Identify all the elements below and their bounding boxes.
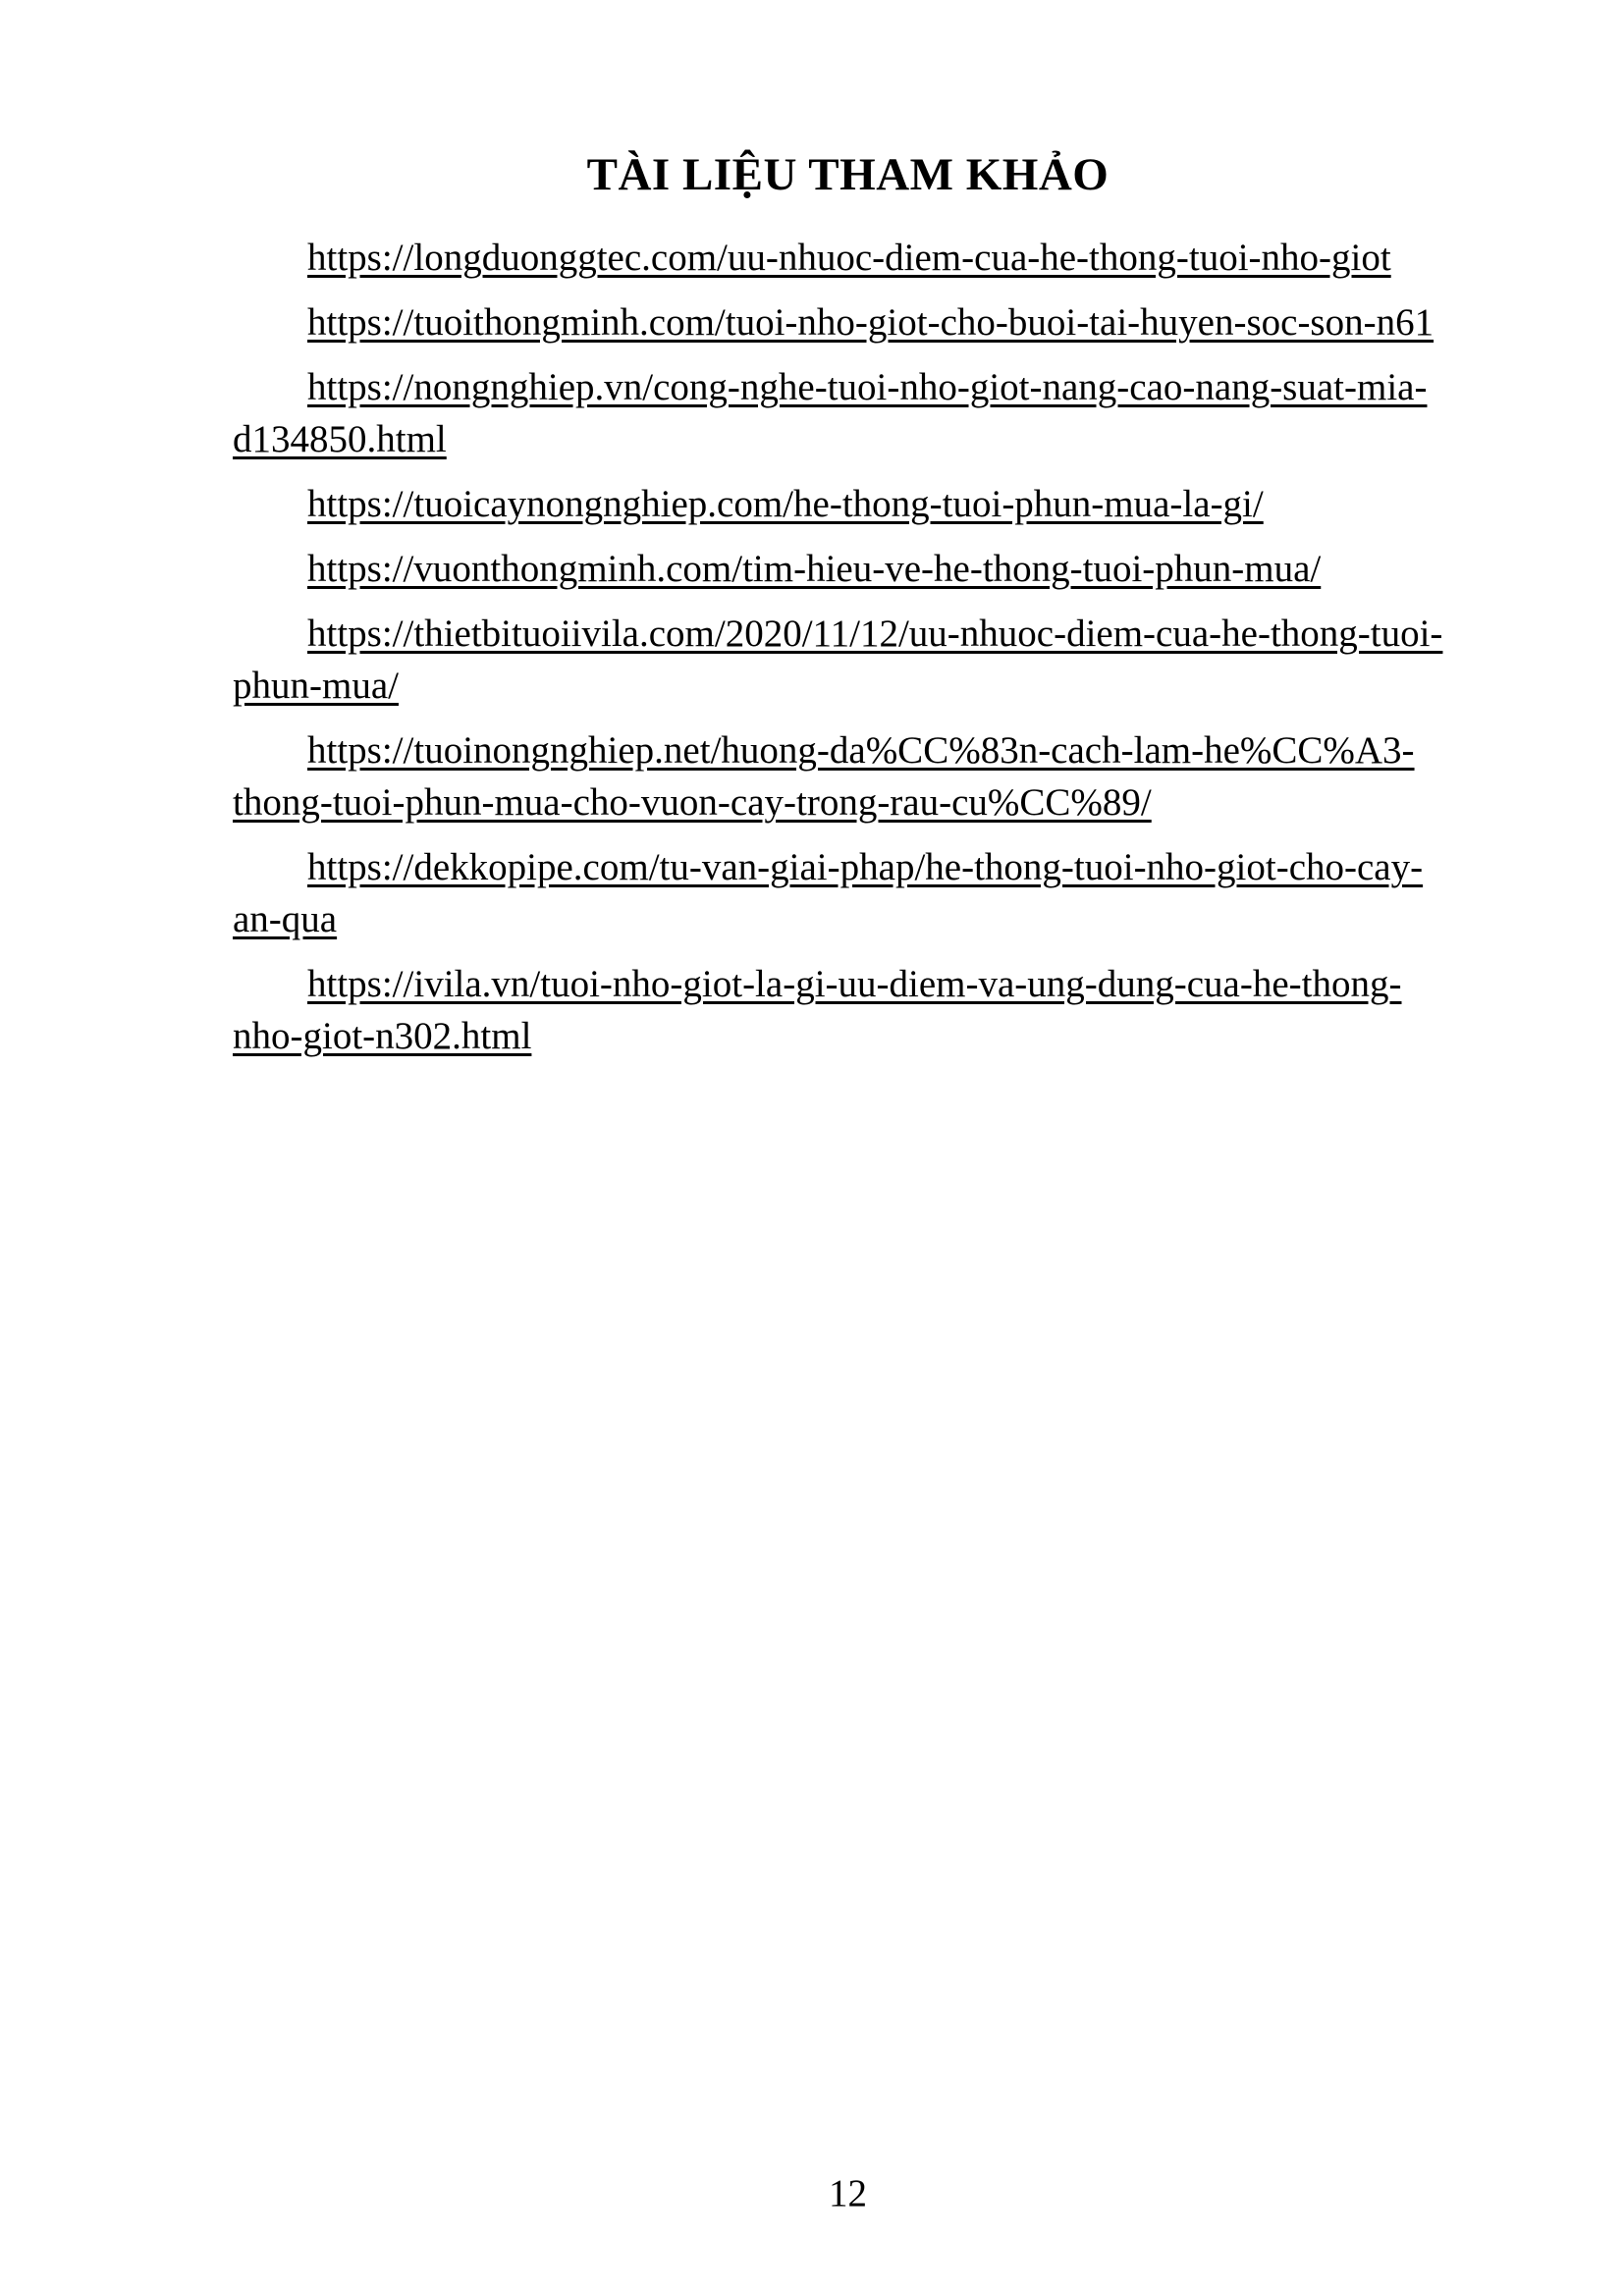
reference-link-8[interactable] xyxy=(233,841,1463,945)
reference-link-text[interactable]: https://thietbituoiivila.com/2020/11/12/uu-nhuoc-diem-cua-he-thong-tuoi- xyxy=(307,613,1443,655)
reference-link-text[interactable]: thong-tuoi-phun-mua-cho-vuon-cay-trong-rau-cu%CC%89/ xyxy=(233,781,1152,824)
reference-item-3 xyxy=(233,361,1463,465)
reference-link-text[interactable]: https://ivila.vn/tuoi-nho-giot-la-gi-uu-diem-va-ung-dung-cua-he-thong- xyxy=(307,963,1402,1005)
page-title: TÀI LIỆU THAM KHẢO xyxy=(586,149,1110,200)
reference-link-text[interactable]: d134850.html xyxy=(233,418,447,460)
reference-link-1[interactable] xyxy=(233,232,1463,284)
reference-link-text[interactable]: https://nongnghiep.vn/cong-nghe-tuoi-nho-giot-nang-cao-nang-suat-mia- xyxy=(307,366,1428,408)
reference-link-text[interactable]: https://dekkopipe.com/tu-van-giai-phap/he-thong-tuoi-nho-giot-cho-cay- xyxy=(307,846,1424,888)
reference-item-4 xyxy=(233,478,1463,530)
reference-link-text[interactable]: phun-mua/ xyxy=(233,665,399,707)
reference-link-3[interactable] xyxy=(233,361,1463,465)
reference-item-9 xyxy=(233,958,1463,1062)
reference-link-9[interactable] xyxy=(233,958,1463,1062)
reference-link-text[interactable]: https://vuonthongminh.com/tim-hieu-ve-he-thong-tuoi-phun-mua/ xyxy=(307,548,1322,590)
reference-link-text[interactable]: https://longduonggtec.com/uu-nhuoc-diem-cua-he-thong-tuoi-nho-giot xyxy=(307,237,1391,279)
reference-item-6 xyxy=(233,608,1463,712)
reference-link-text[interactable]: https://tuoithongminh.com/tuoi-nho-giot-cho-buoi-tai-huyen-soc-son-n61 xyxy=(307,301,1435,344)
reference-item-7 xyxy=(233,724,1463,828)
reference-link-5[interactable] xyxy=(233,543,1463,595)
reference-link-text[interactable]: https://tuoinongnghiep.net/huong-da%CC%83n-cach-lam-he%CC%A3- xyxy=(307,729,1415,772)
reference-link-text[interactable]: https://tuoicaynongnghiep.com/he-thong-tuoi-phun-mua-la-gi/ xyxy=(307,483,1264,525)
reference-link-text[interactable]: nho-giot-n302.html xyxy=(233,1015,532,1057)
reference-item-1 xyxy=(233,232,1463,284)
reference-link-6[interactable] xyxy=(233,608,1463,712)
reference-link-7[interactable] xyxy=(233,724,1463,828)
reference-link-4[interactable] xyxy=(233,478,1463,530)
reference-link-text[interactable]: an-qua xyxy=(233,898,338,940)
reference-item-8 xyxy=(233,841,1463,945)
page-content xyxy=(233,145,1463,1075)
reference-item-2 xyxy=(233,296,1463,348)
page-number: 12 xyxy=(829,2172,867,2215)
reference-item-5 xyxy=(233,543,1463,595)
reference-link-2[interactable] xyxy=(233,296,1463,348)
